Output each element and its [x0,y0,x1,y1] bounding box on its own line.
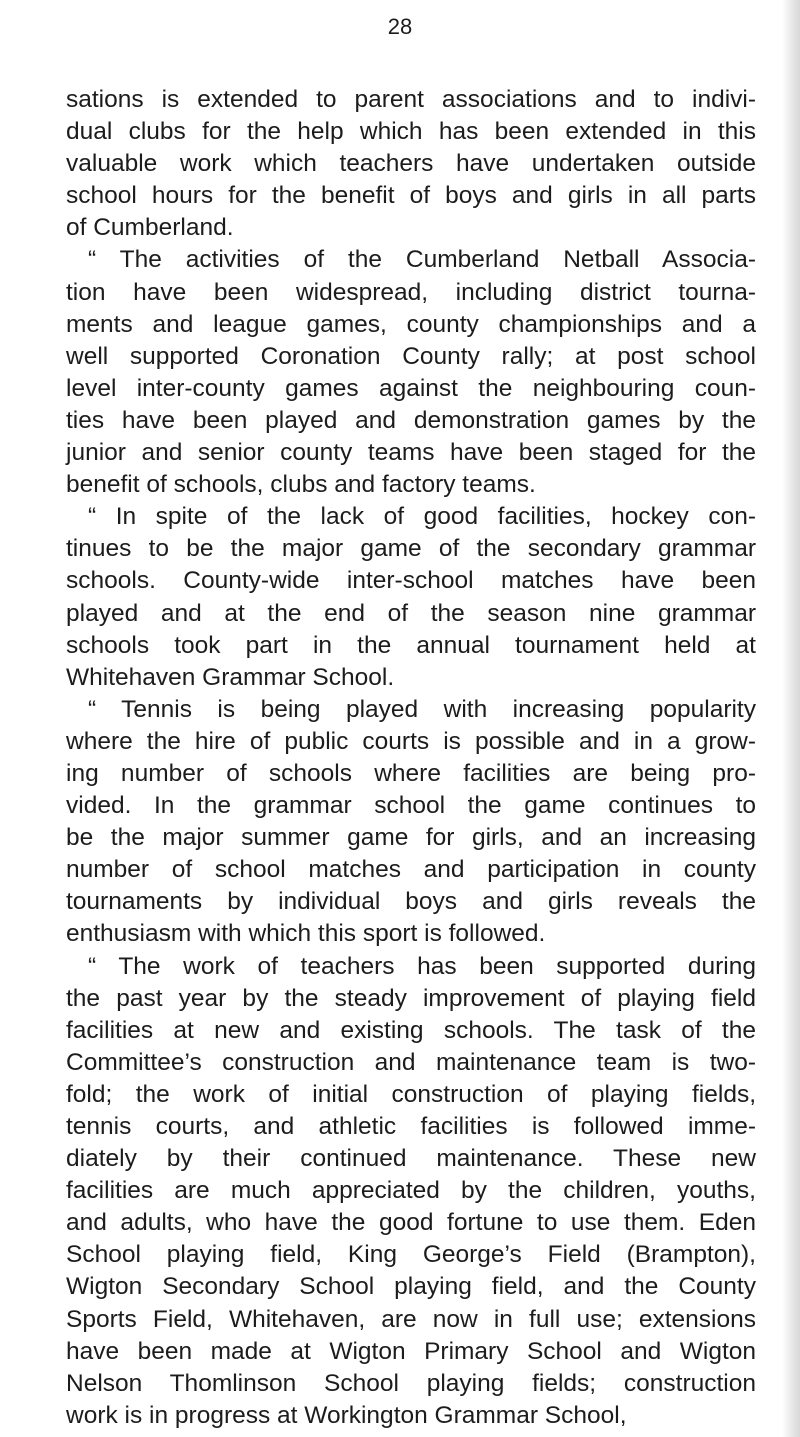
text-line: tion have been widespread, including district tourna- [66,278,756,306]
text-line: level inter-county games against the neighbouring coun- [66,374,756,402]
text-line: sations is extended to parent associations and to indivi- [66,86,756,113]
text-line: junior and senior county teams have been staged for the [66,439,756,467]
text-line: vided. In the grammar school the game continues to [66,792,756,820]
text-line: ments and league games, county championships and a [66,310,756,338]
text-line: dual clubs for the help which has been extended in this [66,118,756,146]
text-line: “ The activities of the Cumberland Netball Associa- [88,246,756,274]
text-line: work is in progress at Workington Grammar School, [66,1401,627,1429]
text-line: ties have been played and demonstration games by the [66,406,756,434]
text-line: fold; the work of initial construction of playing fields, [66,1080,756,1108]
text-line: Committee’s construction and maintenance team is two- [66,1048,756,1076]
text-line: of Cumberland. [66,214,234,242]
text-line: ing number of schools where facilities are being pro- [66,759,756,787]
text-line: facilities are much appreciated by the children, youths, [66,1177,756,1205]
paragraph [66,501,756,694]
text-line: enthusiasm with which this sport is followed. [66,920,546,948]
text-line: “ The work of teachers has been supported during [88,952,756,980]
paragraph [66,244,756,501]
text-line: tennis courts, and athletic facilities is followed imme- [66,1113,756,1140]
text-line: well supported Coronation County rally; at post school [66,342,756,370]
text-line: tinues to be the major game of the secondary grammar [66,535,756,563]
text-line: “ Tennis is being played with increasing popularity [88,695,756,723]
text-line: Nelson Thomlinson School playing fields; construction [66,1369,756,1397]
text-line: School playing field, King George’s Field (Brampton), [66,1241,756,1269]
text-line: valuable work which teachers have undertaken outside [66,150,756,178]
paragraph [66,694,756,951]
text-line: number of school matches and participation in county [66,856,756,884]
text-line: where the hire of public courts is possible and in a grow- [66,727,756,755]
text-line: Sports Field, Whitehaven, are now in full use; extensions [66,1305,756,1333]
text-line: schools. County-wide inter-school matches have been [66,567,756,595]
text-line: Whitehaven Grammar School. [66,663,395,691]
page-number: 28 [387,14,413,39]
text-line: the past year by the steady improvement of playing field [66,984,756,1012]
text-line: played and at the end of the season nine grammar [66,599,756,627]
page-edge-shadow [782,0,800,1437]
text-line: be the major summer game for girls, and an increasing [66,824,756,852]
text-line: school hours for the benefit of boys and girls in all parts [66,182,756,210]
text-line: diately by their continued maintenance. These new [66,1145,756,1173]
text-line: and adults, who have the good fortune to use them. Eden [66,1209,756,1237]
text-line: facilities at new and existing schools. The task of the [66,1016,756,1044]
text-line: benefit of schools, clubs and factory teams. [66,471,536,499]
text-line: tournaments by individual boys and girls reveals the [66,888,756,916]
text-line: “ In spite of the lack of good facilities, hockey con- [88,503,756,531]
text-line: have been made at Wigton Primary School and Wigton [66,1337,756,1365]
body-text [66,84,756,1432]
text-line: schools took part in the annual tournament held at [66,631,756,659]
text-line: Wigton Secondary School playing field, and the County [66,1273,756,1301]
paragraph [66,84,756,244]
paragraph [66,951,756,1432]
